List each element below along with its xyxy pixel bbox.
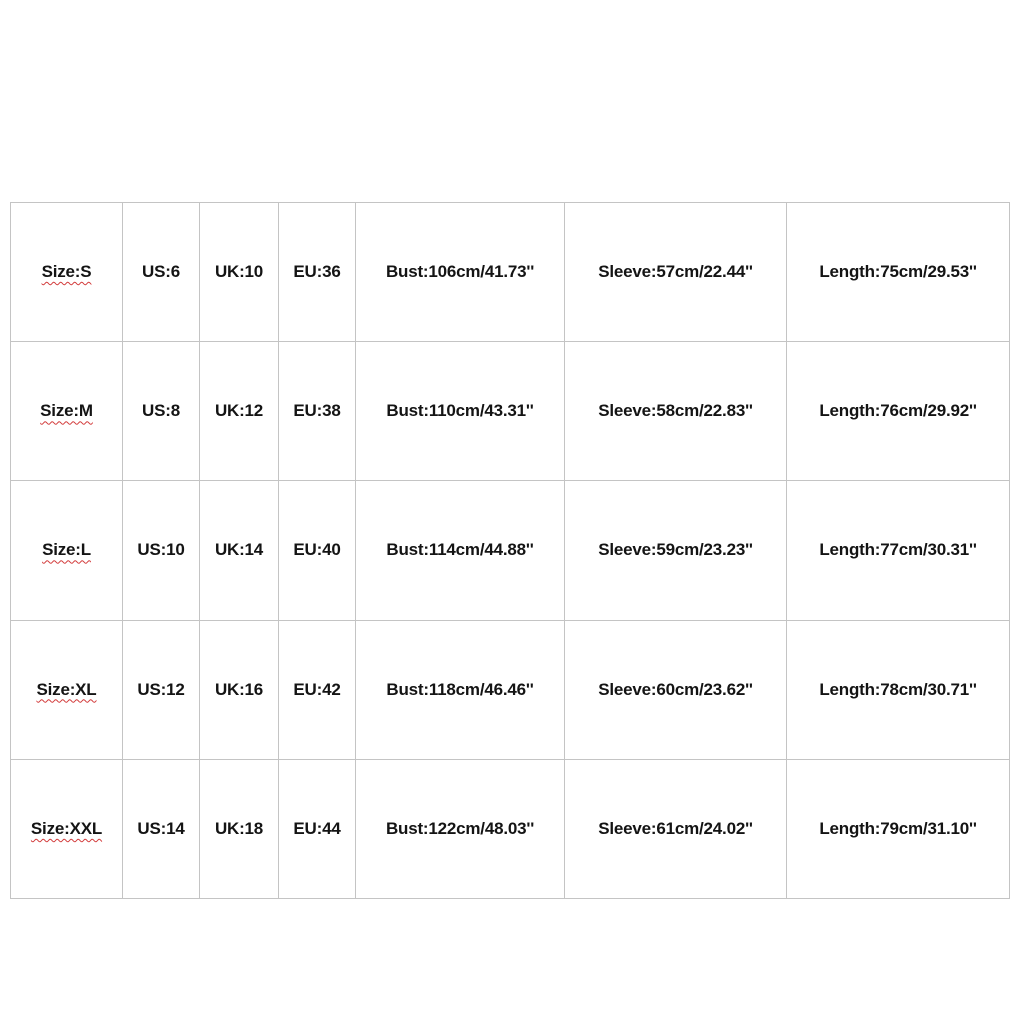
length-cell: Length:75cm/29.53'' [787, 203, 1010, 342]
bust-cell: Bust:106cm/41.73'' [356, 203, 565, 342]
size-chart-body [11, 203, 1010, 899]
size-label: Size:XL [36, 679, 97, 699]
us-size-cell: US:8 [123, 342, 200, 481]
size-label: Size:XXL [30, 818, 103, 838]
size-cell [11, 203, 123, 342]
table-row [11, 342, 1010, 481]
sleeve-cell: Sleeve:60cm/23.62'' [565, 620, 787, 759]
size-label: Size:L [42, 540, 91, 560]
bust-cell: Bust:114cm/44.88'' [356, 481, 565, 620]
bust-cell: Bust:122cm/48.03'' [356, 759, 565, 898]
size-label: Size:S [41, 262, 92, 282]
size-chart-table [10, 202, 1010, 899]
bust-cell: Bust:118cm/46.46'' [356, 620, 565, 759]
us-size-cell: US:14 [123, 759, 200, 898]
us-size-cell: US:12 [123, 620, 200, 759]
bust-cell: Bust:110cm/43.31'' [356, 342, 565, 481]
length-cell: Length:79cm/31.10'' [787, 759, 1010, 898]
uk-size-cell: UK:16 [200, 620, 279, 759]
table-row [11, 203, 1010, 342]
length-cell: Length:76cm/29.92'' [787, 342, 1010, 481]
eu-size-cell: EU:42 [279, 620, 356, 759]
length-cell: Length:78cm/30.71'' [787, 620, 1010, 759]
uk-size-cell: UK:12 [200, 342, 279, 481]
sleeve-cell: Sleeve:58cm/22.83'' [565, 342, 787, 481]
uk-size-cell: UK:18 [200, 759, 279, 898]
us-size-cell: US:6 [123, 203, 200, 342]
eu-size-cell: EU:36 [279, 203, 356, 342]
table-row [11, 620, 1010, 759]
sleeve-cell: Sleeve:57cm/22.44'' [565, 203, 787, 342]
size-label: Size:M [40, 401, 93, 421]
eu-size-cell: EU:44 [279, 759, 356, 898]
size-cell [11, 620, 123, 759]
us-size-cell: US:10 [123, 481, 200, 620]
length-cell: Length:77cm/30.31'' [787, 481, 1010, 620]
size-cell [11, 759, 123, 898]
sleeve-cell: Sleeve:61cm/24.02'' [565, 759, 787, 898]
table-row [11, 759, 1010, 898]
size-cell [11, 342, 123, 481]
uk-size-cell: UK:10 [200, 203, 279, 342]
table-row [11, 481, 1010, 620]
eu-size-cell: EU:40 [279, 481, 356, 620]
size-cell [11, 481, 123, 620]
eu-size-cell: EU:38 [279, 342, 356, 481]
uk-size-cell: UK:14 [200, 481, 279, 620]
sleeve-cell: Sleeve:59cm/23.23'' [565, 481, 787, 620]
